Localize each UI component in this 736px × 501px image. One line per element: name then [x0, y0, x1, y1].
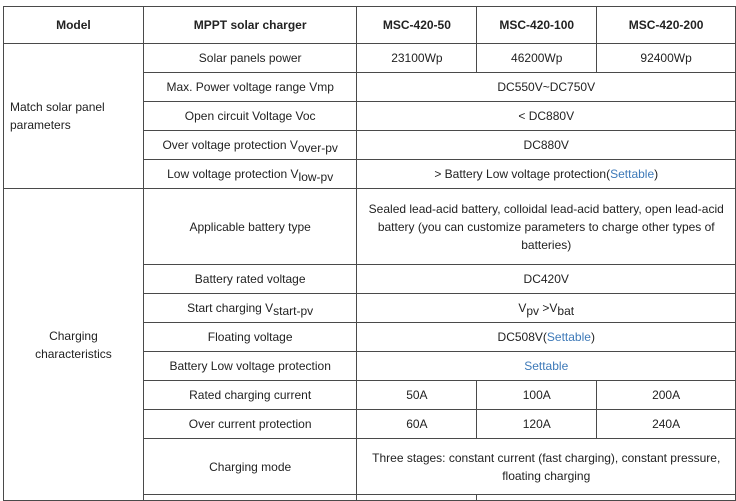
partial-next-cell-2 — [357, 495, 477, 501]
voc-value: < DC880V — [357, 102, 736, 131]
low-voltage-value-main: > Battery Low voltage protection( — [434, 167, 611, 181]
floating-voltage-value-main: DC508V( — [497, 330, 547, 344]
partial-next-cell-1 — [143, 495, 357, 501]
floating-voltage-value-end: ) — [590, 330, 595, 344]
header-model: Model — [4, 7, 144, 44]
vmp-value: DC550V~DC750V — [357, 73, 736, 102]
battery-low-settable-link[interactable]: Settable — [524, 359, 569, 373]
group-charging-text: Charging characteristics — [35, 328, 112, 361]
charging-mode-value: Three stages: constant current (fast charging), constant pressure, floating charging — [357, 439, 736, 495]
row-battery-type — [4, 189, 736, 265]
vmp-label: Max. Power voltage range Vmp — [143, 73, 357, 102]
floating-voltage-label: Floating voltage — [143, 323, 357, 352]
start-charging-sub1: pv — [526, 304, 540, 318]
partial-next-cell-3 — [477, 495, 736, 501]
header-model-3: MSC-420-200 — [597, 7, 736, 44]
start-charging-label-sub: start-pv — [273, 304, 314, 318]
group-solar-text: Match solar panel parameters — [10, 100, 105, 132]
over-current-value-2: 120A — [477, 410, 597, 439]
low-voltage-settable-link[interactable]: Settable — [610, 167, 655, 181]
over-voltage-label-sub: over-pv — [297, 141, 338, 155]
header-product: MPPT solar charger — [143, 7, 357, 44]
battery-low-value — [357, 352, 736, 381]
rated-current-value-2: 100A — [477, 381, 597, 410]
start-charging-sub2: bat — [557, 304, 575, 318]
start-charging-value — [357, 294, 736, 323]
group-solar-label — [4, 44, 144, 189]
floating-voltage-value — [357, 323, 736, 352]
rated-current-value-1: 50A — [357, 381, 477, 410]
panels-power-value-2: 46200Wp — [477, 44, 597, 73]
over-current-value-3: 240A — [597, 410, 736, 439]
group-charging-label — [4, 189, 144, 501]
low-voltage-value-end: ) — [654, 167, 659, 181]
start-charging-v1: V — [518, 301, 527, 315]
panels-power-label: Solar panels power — [143, 44, 357, 73]
rated-voltage-value: DC420V — [357, 265, 736, 294]
panels-power-value-3: 92400Wp — [597, 44, 736, 73]
voc-label: Open circuit Voltage Voc — [143, 102, 357, 131]
charging-mode-label: Charging mode — [143, 439, 357, 495]
over-current-value-1: 60A — [357, 410, 477, 439]
start-charging-mid: >V — [539, 301, 558, 315]
start-charging-label — [143, 294, 357, 323]
battery-low-label: Battery Low voltage protection — [143, 352, 357, 381]
over-voltage-value: DC880V — [357, 131, 736, 160]
spec-sheet — [3, 6, 736, 501]
over-voltage-label-main: Over voltage protection V — [162, 138, 298, 152]
rated-current-label: Rated charging current — [143, 381, 357, 410]
start-charging-label-main: Start charging V — [187, 301, 274, 315]
over-current-label: Over current protection — [143, 410, 357, 439]
low-voltage-label — [143, 160, 357, 189]
over-voltage-label — [143, 131, 357, 160]
rated-current-value-3: 200A — [597, 381, 736, 410]
battery-type-label: Applicable battery type — [143, 189, 357, 265]
low-voltage-value — [357, 160, 736, 189]
low-voltage-label-sub: low-pv — [298, 170, 334, 184]
spec-table — [3, 6, 736, 501]
rated-voltage-label: Battery rated voltage — [143, 265, 357, 294]
battery-type-value: Sealed lead-acid battery, colloidal lead-acid battery, open lead-acid battery (you can customize parameters to charge other types of batteries) — [357, 189, 736, 265]
panels-power-value-1: 23100Wp — [357, 44, 477, 73]
low-voltage-label-main: Low voltage protection V — [167, 167, 299, 181]
header-row — [4, 7, 736, 44]
floating-voltage-settable-link[interactable]: Settable — [546, 330, 591, 344]
header-model-2: MSC-420-100 — [477, 7, 597, 44]
row-panels-power — [4, 44, 736, 73]
header-model-1: MSC-420-50 — [357, 7, 477, 44]
